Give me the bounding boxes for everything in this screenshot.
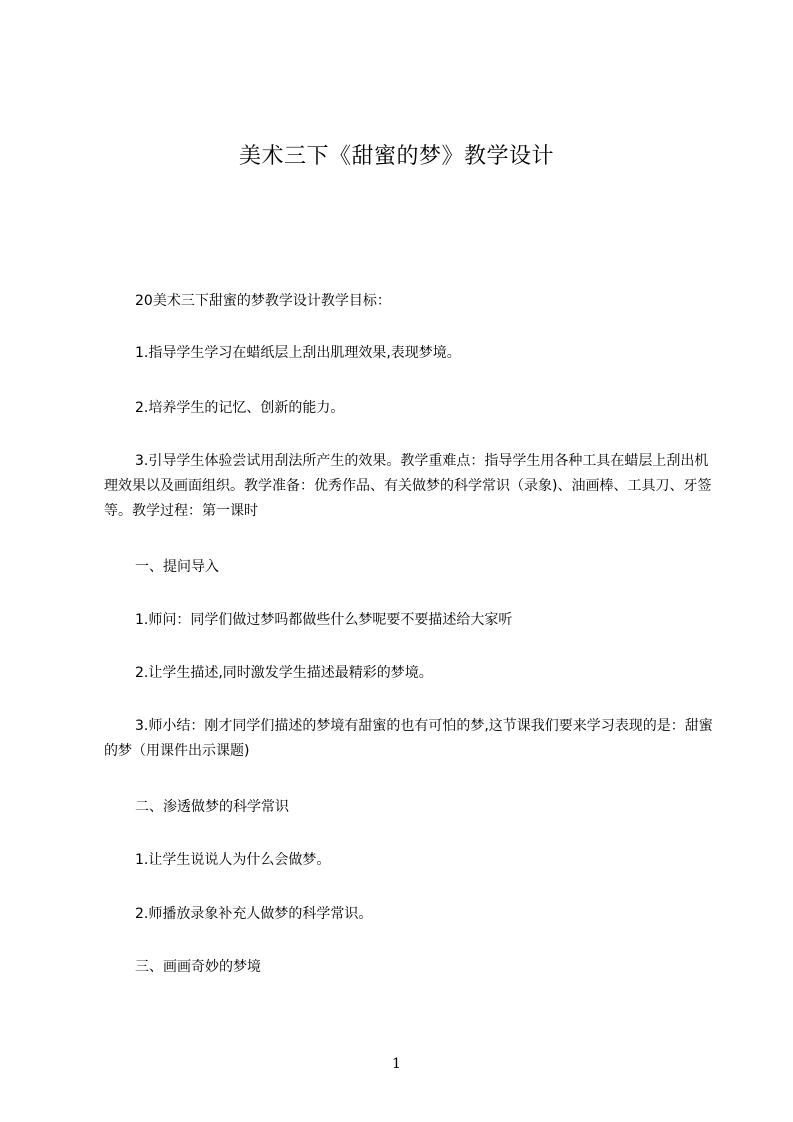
paragraph-objective-3: 3.引导学生体验尝试用刮法所产生的效果。教学重难点：指导学生用各种工具在蜡层上刮出机理效果以及画面组织。教学准备：优秀作品、有关做梦的科学常识（录象)、油画棒、工具刀、牙签等。教学过程：第一课时 [104, 453, 712, 519]
paragraph-intro-1: 1.师问：同学们做过梦吗都做些什么梦呢要不要描述给大家听 [135, 612, 513, 628]
paragraph-objective-1: 1.指导学生学习在蜡纸层上刮出肌理效果,表现梦境。 [135, 345, 461, 361]
page-number: 1 [392, 1056, 401, 1072]
paragraph-objective-2: 2.培养学生的记忆、创新的能力。 [135, 400, 345, 416]
paragraph-science-2: 2.师播放录象补充人做梦的科学常识。 [135, 906, 373, 922]
section-heading-draw: 三、画画奇妙的梦境 [135, 959, 261, 975]
paragraph-objectives-intro: 20美术三下甜蜜的梦教学设计教学目标： [135, 293, 391, 309]
section-heading-science: 二、渗透做梦的科学常识 [135, 799, 289, 815]
section-heading-intro: 一、提问导入 [135, 559, 219, 575]
document-title: 美术三下《甜蜜的梦》教学设计 [238, 144, 554, 169]
paragraph-science-1: 1.让学生说说人为什么会做梦。 [135, 852, 331, 868]
paragraph-intro-3: 3.师小结：刚才同学们描述的梦境有甜蜜的也有可怕的梦,这节课我们要来学习表现的是：甜蜜的梦（用课件出示课题) [104, 718, 713, 759]
paragraph-intro-2: 2.让学生描述,同时激发学生描述最精彩的梦境。 [135, 665, 433, 681]
